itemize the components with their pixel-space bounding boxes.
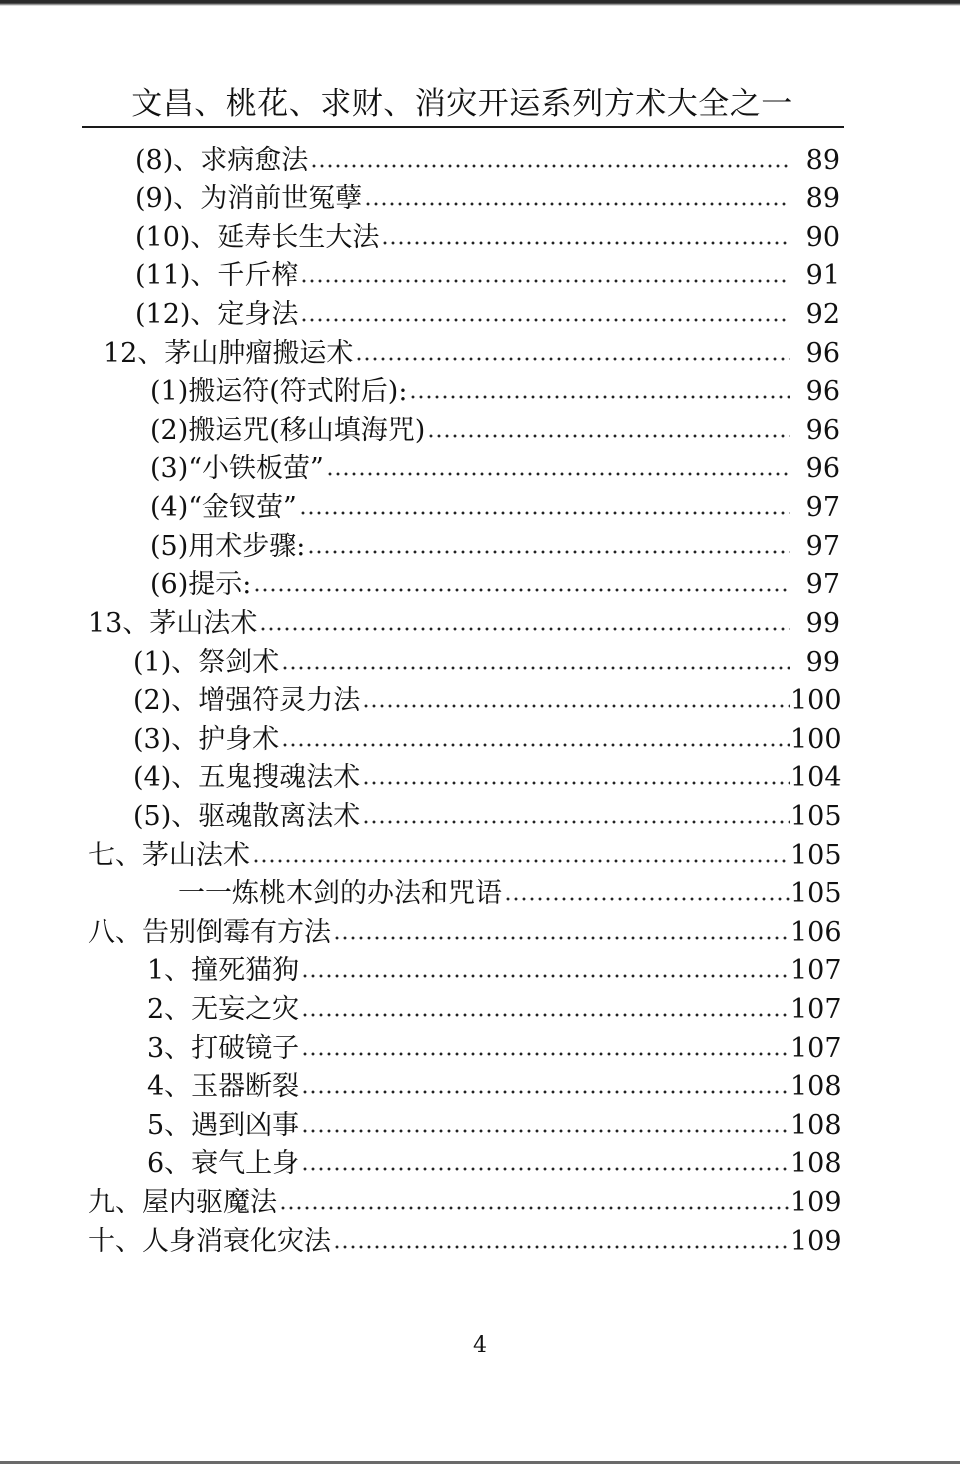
dot-leader bbox=[299, 511, 790, 515]
toc-entry bbox=[0, 217, 960, 256]
toc-entry bbox=[0, 140, 960, 179]
running-head: 文昌、桃花、求财、消灾开运系列方术大全之一 bbox=[131, 86, 793, 122]
toc-entry bbox=[0, 758, 960, 797]
dot-leader bbox=[281, 743, 790, 747]
toc-page-number: 105 bbox=[790, 800, 842, 832]
dot-leader bbox=[362, 781, 790, 785]
dot-leader bbox=[301, 1052, 790, 1056]
toc-entry bbox=[0, 256, 960, 295]
toc-entry-title: 一一炼桃木剑的办法和咒语 bbox=[178, 878, 502, 910]
toc-entry bbox=[0, 681, 960, 720]
toc-page-number: 105 bbox=[790, 878, 842, 910]
dot-leader bbox=[259, 627, 790, 631]
dot-leader bbox=[301, 974, 790, 978]
toc-page-number: 89 bbox=[805, 144, 840, 176]
dot-leader bbox=[381, 241, 790, 245]
dot-leader bbox=[301, 1013, 790, 1017]
toc-page-number: 99 bbox=[805, 607, 840, 639]
toc-page-number: 109 bbox=[790, 1187, 842, 1219]
toc-page-number: 100 bbox=[790, 723, 842, 755]
toc-page-number: 100 bbox=[790, 685, 842, 717]
toc-entry-title: (1)、祭剑术 bbox=[133, 646, 280, 678]
dot-leader bbox=[301, 1090, 790, 1094]
dot-leader bbox=[301, 1129, 790, 1133]
toc-entry bbox=[0, 642, 960, 681]
toc-page-number: 96 bbox=[805, 337, 840, 369]
toc-entry bbox=[0, 1221, 960, 1260]
toc-page-number: 108 bbox=[790, 1071, 842, 1103]
dot-leader bbox=[355, 357, 790, 361]
toc-entry-title: 6、衰气上身 bbox=[147, 1148, 300, 1180]
table-of-contents bbox=[0, 140, 960, 1260]
toc-page-number: 99 bbox=[805, 646, 840, 678]
toc-page-number: 108 bbox=[790, 1109, 842, 1141]
toc-entry-title: (10)、延寿长生大法 bbox=[135, 221, 380, 253]
toc-page-number: 97 bbox=[805, 569, 840, 601]
toc-entry-title: (1)搬运符(符式附后): bbox=[150, 376, 408, 408]
dot-leader bbox=[300, 279, 790, 283]
scan-top-edge bbox=[0, 0, 960, 12]
toc-entry bbox=[0, 796, 960, 835]
toc-entry-title: (5)、驱魂散离法术 bbox=[133, 800, 361, 832]
toc-entry bbox=[0, 372, 960, 411]
toc-page-number: 92 bbox=[805, 299, 840, 331]
toc-page-number: 90 bbox=[805, 221, 840, 253]
toc-entry bbox=[0, 565, 960, 604]
toc-entry-title: 4、玉器断裂 bbox=[147, 1071, 300, 1103]
toc-entry-title: (4)“金钗萤” bbox=[150, 492, 297, 524]
dot-leader bbox=[333, 936, 790, 940]
toc-page-number: 97 bbox=[805, 492, 840, 524]
toc-entry-title: 1、撞死猫狗 bbox=[147, 955, 300, 987]
toc-page-number: 107 bbox=[790, 994, 842, 1026]
header-rule bbox=[82, 126, 844, 128]
toc-entry-title: (3)“小铁板萤” bbox=[150, 453, 324, 485]
toc-entry bbox=[0, 1144, 960, 1183]
dot-leader bbox=[504, 897, 790, 901]
toc-page-number: 107 bbox=[790, 955, 842, 987]
toc-entry bbox=[0, 294, 960, 333]
toc-entry bbox=[0, 1105, 960, 1144]
toc-entry bbox=[0, 1182, 960, 1221]
toc-entry-title: (3)、护身术 bbox=[133, 723, 280, 755]
dot-leader bbox=[253, 588, 790, 592]
toc-entry-title: (2)、增强符灵力法 bbox=[133, 685, 361, 717]
dot-leader bbox=[326, 472, 790, 476]
toc-entry-title: (2)搬运咒(移山填海咒) bbox=[150, 414, 426, 446]
toc-entry-title: 八、告别倒霉有方法 bbox=[88, 916, 331, 948]
toc-entry bbox=[0, 1028, 960, 1067]
toc-entry bbox=[0, 603, 960, 642]
toc-entry-title: (8)、求病愈法 bbox=[135, 144, 309, 176]
toc-entry-title: (4)、五鬼搜魂法术 bbox=[133, 762, 361, 794]
toc-page-number: 97 bbox=[805, 530, 840, 562]
toc-page-number: 96 bbox=[805, 376, 840, 408]
dot-leader bbox=[362, 820, 790, 824]
toc-page-number: 96 bbox=[805, 453, 840, 485]
toc-entry-title: 九、屋内驱魔法 bbox=[88, 1187, 277, 1219]
toc-entry-title: (9)、为消前世冤孽 bbox=[135, 183, 363, 215]
toc-entry-title: (6)提示: bbox=[150, 569, 252, 601]
dot-leader bbox=[364, 202, 790, 206]
toc-page-number: 96 bbox=[805, 414, 840, 446]
toc-entry-title: 十、人身消衰化灾法 bbox=[88, 1225, 331, 1257]
toc-page-number: 91 bbox=[805, 260, 840, 292]
toc-page-number: 104 bbox=[790, 762, 842, 794]
dot-leader bbox=[300, 318, 790, 322]
toc-entry-title: 12、茅山肿瘤搬运术 bbox=[103, 337, 354, 369]
toc-page-number: 89 bbox=[805, 183, 840, 215]
page-number: 4 bbox=[473, 1333, 487, 1358]
toc-page-number: 109 bbox=[790, 1225, 842, 1257]
toc-entry bbox=[0, 874, 960, 913]
dot-leader bbox=[307, 550, 790, 554]
toc-entry bbox=[0, 951, 960, 990]
toc-entry-title: 5、遇到凶事 bbox=[147, 1109, 300, 1141]
scan-bottom-edge bbox=[0, 1461, 960, 1464]
toc-page-number: 107 bbox=[790, 1032, 842, 1064]
toc-entry bbox=[0, 333, 960, 372]
toc-entry bbox=[0, 912, 960, 951]
toc-entry bbox=[0, 487, 960, 526]
toc-entry-title: (12)、定身法 bbox=[135, 299, 299, 331]
toc-entry-title: 3、打破镜子 bbox=[147, 1032, 300, 1064]
toc-page-number: 106 bbox=[790, 916, 842, 948]
toc-entry bbox=[0, 989, 960, 1028]
dot-leader bbox=[409, 395, 790, 399]
toc-entry bbox=[0, 526, 960, 565]
dot-leader bbox=[301, 1167, 790, 1171]
toc-page-number: 108 bbox=[790, 1148, 842, 1180]
dot-leader bbox=[362, 704, 790, 708]
toc-entry bbox=[0, 179, 960, 218]
toc-entry bbox=[0, 1067, 960, 1106]
toc-entry-title: 13、茅山法术 bbox=[88, 607, 258, 639]
dot-leader bbox=[333, 1245, 790, 1249]
dot-leader bbox=[281, 666, 790, 670]
toc-entry-title: 七、茅山法术 bbox=[88, 839, 250, 871]
dot-leader bbox=[252, 859, 790, 863]
dot-leader bbox=[279, 1206, 790, 1210]
toc-entry-title: 2、无妄之灾 bbox=[147, 994, 300, 1026]
toc-entry bbox=[0, 719, 960, 758]
toc-entry bbox=[0, 449, 960, 488]
dot-leader bbox=[427, 434, 790, 438]
toc-entry bbox=[0, 410, 960, 449]
dot-leader bbox=[310, 164, 790, 168]
toc-entry bbox=[0, 835, 960, 874]
toc-page-number: 105 bbox=[790, 839, 842, 871]
toc-entry-title: (5)用术步骤: bbox=[150, 530, 306, 562]
toc-entry-title: (11)、千斤榨 bbox=[135, 260, 299, 292]
